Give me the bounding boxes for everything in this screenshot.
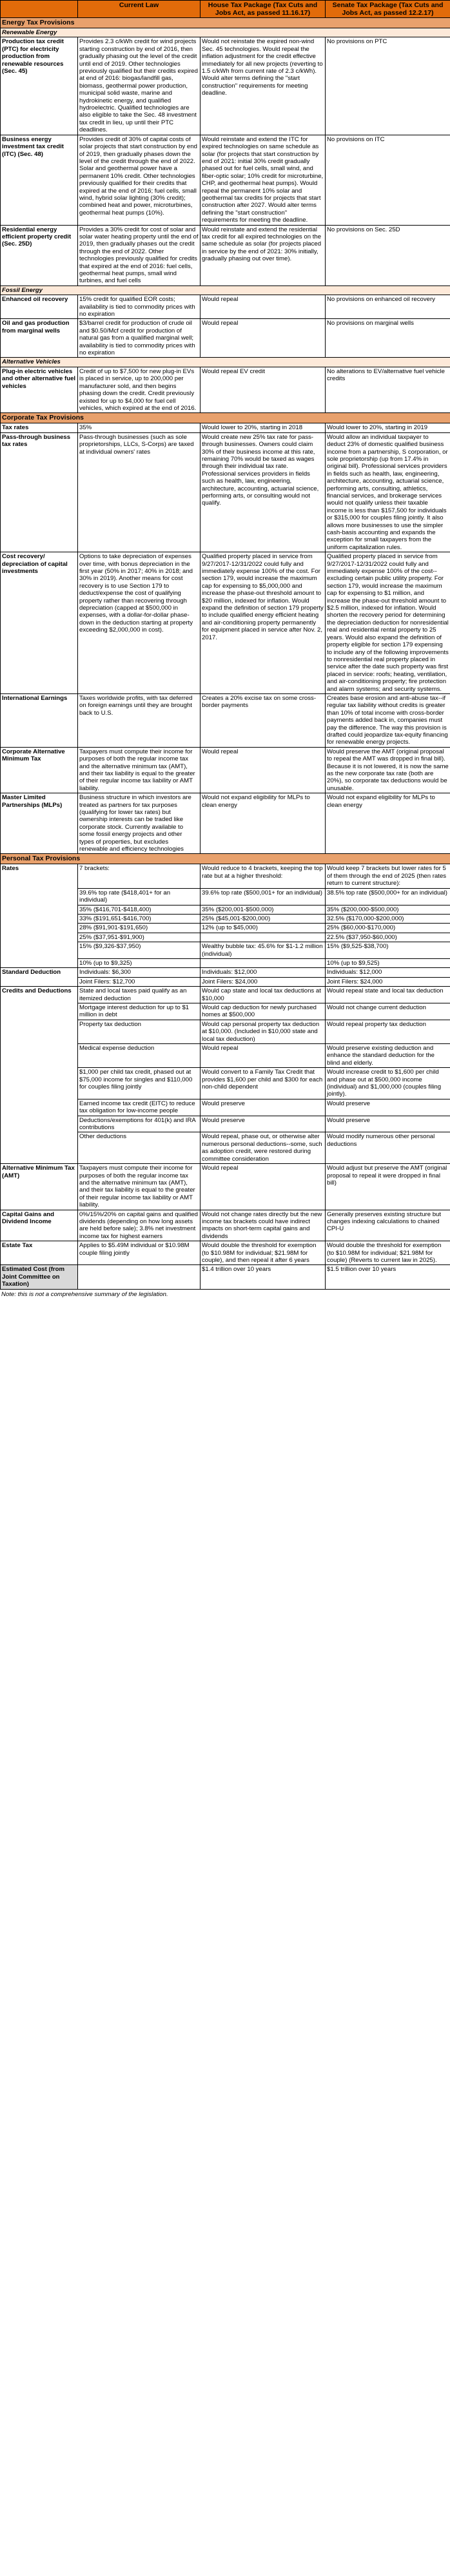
senate-cell: Would repeal state and local tax deduction (326, 987, 450, 1003)
section-personal (1, 854, 450, 864)
row-label: Residential energy efficient property credit (Sec. 25D) (1, 225, 78, 286)
corporate-row (1, 693, 450, 747)
house-cell: Would reinstate and extend the ITC for expired technologies on same schedule as solar (for projects that start construction by end of 2021: initial 30% credit gradually phased out for fuel cells, small wind, and fiber-optic solar; 10% credit for microturbine, CHP, and geothermal heat pumps). Would repeal the permanent 10% solar and geothermal tax credits for projects that start construction after 2027. Would alter terms defining the "start construction" requirements for meeting the deadline. (201, 135, 326, 225)
current-law-cell: Business structure in which investors are treated as partners for tax purposes (qualifying for lower tax rates) but ownership interests can be traded like corporate stock. Currently available to some fossil energy projects and other types of properties, but excludes renewable and efficiency technologies (78, 793, 201, 854)
senate-cell: 25% ($60,000-$170,000) (326, 924, 450, 933)
current-law-cell: Credit of up to $7,500 for new plug-in EVs is placed in service, up to 200,000 per manufacturer sold, and then begins phasing down the credit. Credit previously existed for up to $4,000 for fuel cell vehicles, which expired at the end of 2016. (78, 367, 201, 412)
senate-cell: Would preserve (326, 1116, 450, 1132)
house-cell: Would lower to 20%, starting in 2018 (201, 423, 326, 432)
house-cell: Would repeal (201, 747, 326, 793)
senate-cell: No provisions on enhanced oil recovery (326, 295, 450, 319)
corporate-row (1, 552, 450, 694)
current-law-cell: Provides 2.3 c/kWh credit for wind projects starting construction by end of 2016, then gradually phasing out the level of the credit until end of 2019. Other technologies previously qualified but their credits expired at end of 2016: biogas/landfill gas, biomass, geothermal power production, municipal solid waste, marine and hydrokinetic energy, and qualified hydroelectric. Qualified technologies are also eligible to take the Sec. 48 investment tax credit in lieu, up until their PTC deadlines. (78, 37, 201, 135)
row-label: International Earnings (1, 693, 78, 747)
current-law-cell: Pass-through businesses (such as sole proprietorships, LLCs, S-Corps) are taxed at individual owners' rates (78, 432, 201, 552)
house-cell: Creates a 20% excise tax on some cross-border payments (201, 693, 326, 747)
current-law-cell: Provides a 30% credit for cost of solar and solar water heating property until the end of 2019, then gradually phases out the credit through the end of 2022. Other technologies previously qualified for credits that expired at the end of 2016: fuel cells, geothermal heat pumps, small wind turbines, and fuel cells (78, 225, 201, 286)
section-energy-title: Energy Tax Provisions (1, 18, 450, 28)
energy-row (1, 225, 450, 286)
subsection-0-title: Renewable Energy (1, 28, 450, 37)
house-cell: Would preserve (201, 1099, 326, 1116)
house-cell: Would repeal EV credit (201, 367, 326, 412)
current-law-cell: 35% (78, 423, 201, 432)
corporate-row (1, 747, 450, 793)
senate-cell: Would preserve (326, 1099, 450, 1116)
house-cell: Would not expand eligibility for MLPs to clean energy (201, 793, 326, 854)
row-label: Tax rates (1, 423, 78, 432)
senate-cell: No alterations to EV/alternative fuel vehicle credits (326, 367, 450, 412)
senate-cell: Generally preserves existing structure but changes indexing calculations to chained CPI-U (326, 1210, 450, 1241)
senate-cell: Individuals: $12,000 (326, 968, 450, 977)
personal-row (1, 1164, 450, 1210)
house-cell: Would repeal, phase out, or otherwise alter numerous personal deductions--some, such as adoption credit, were restored during committee consideration (201, 1132, 326, 1164)
senate-cell: No provisions on PTC (326, 37, 450, 135)
energy-row (1, 37, 450, 135)
row-label: Cost recovery/ depreciation of capital investments (1, 552, 78, 694)
estimated-cost-row (1, 1265, 450, 1289)
house-cell: Would repeal (201, 295, 326, 319)
subsection-1-title: Fossil Energy (1, 286, 450, 295)
section-corporate-title: Corporate Tax Provisions (1, 413, 450, 423)
senate-cell: Would allow an individual taxpayer to deduct 23% of domestic qualified business income from a partnership, S corporation, or sole proprietorship (up from 17.4% in original bill). Professional services providers in fields such as health, law, engineering, architecture, accounting, actuarial science, performing arts, consulting, athletics, financial services, and brokerage services would not qualify unless their taxable income is less than $157,500 for individuals or $315,000 for couples filing jointly. It also allows more businesses to use the simpler cash-basis accounting and expands the exception for small taxpayers from the uniform capitalization rules. (326, 432, 450, 552)
row-label: Production tax credit (PTC) for electricity production from renewable resources (Sec. 45) (1, 37, 78, 135)
corporate-row (1, 432, 450, 552)
row-label: Pass-through business tax rates (1, 432, 78, 552)
house-cell: Would preserve (201, 1116, 326, 1132)
house-cell: Would cap deduction for newly purchased homes at $500,000 (201, 1003, 326, 1020)
house-cell: Would not reinstate the expired non-wind Sec. 45 technologies. Would repeal the inflation adjustment for the credit effective immediately for all new projects (reverting to 1.5 c/kWh from current rate of 2.3 c/kWh). Would alter terms defining the "start construction" requirements for meeting deadline. (201, 37, 326, 135)
senate-cell: Would preserve the AMT (original proposal to repeal the AMT was dropped in final bill). Because it is not lowered, it is now the same as the new corporate tax rate (both are 20%), so corporate tax deductions would be unusable. (326, 747, 450, 793)
current-law-cell: Mortgage interest deduction for up to $1 million in debt (78, 1003, 201, 1020)
senate-cell: Qualified property placed in service from 9/27/2017-12/31/2022 could fully and immediately expense 100% of the cost--excluding certain public utility property. For section 179, would increase the maximum cap for expensing to $1 million, and increase the phase-out threshold amount to $2.5 million, indexed for inflation. Would shorten the recovery period for determining the depreciation deduction for nonresidential real and residential rental property to 25 years. Would also expand the definition of property eligible for section 179 expensing to include any of the following improvements to nonresidential real property placed in service after the date such property was first placed in service: roofs; heating, ventilation, and air-conditioning property; fire protection and alarm systems; and security systems. (326, 552, 450, 694)
house-cell: Wealthy bubble tax: 45.6% for $1-1.2 million (individual) (201, 942, 326, 959)
senate-cell: Would lower to 20%, starting in 2019 (326, 423, 450, 432)
senate-cell: 32.5% ($170,000-$200,000) (326, 914, 450, 923)
current-law-cell: Deductions/exemptions for 401(k) and IRA contributions (78, 1116, 201, 1132)
house-cell: Would reduce to 4 brackets, keeping the top rate but at a higher threshold: (201, 864, 326, 888)
house-cell: Would cap state and local tax deductions at $10,000 (201, 987, 326, 1003)
house-cell: Would convert to a Family Tax Credit that provides $1,600 per child and $300 for each non-child dependent (201, 1068, 326, 1099)
subsection-2 (1, 358, 450, 367)
senate-cell: 22.5% ($37,950-$60,000) (326, 933, 450, 942)
house-cell: Would reinstate and extend the residential tax credit for all expired technologies on the same schedule as solar (for projects placed in service by the end of 2021: 30% initially, gradually phasing out over time). (201, 225, 326, 286)
senate-cell: Would repeal property tax deduction (326, 1020, 450, 1043)
row-label: Estimated Cost (from Joint Committee on Taxation) (1, 1265, 78, 1289)
current-law-cell: Other deductions (78, 1132, 201, 1164)
current-law-cell: 33% ($191,651-$416,700) (78, 914, 201, 923)
row-label: Corporate Alternative Minimum Tax (1, 747, 78, 793)
energy-row (1, 295, 450, 319)
row-label: Enhanced oil recovery (1, 295, 78, 319)
standard-deduction-row (1, 968, 450, 977)
rates-row (1, 864, 450, 888)
subsection-0 (1, 28, 450, 37)
current-law-cell: Property tax deduction (78, 1020, 201, 1043)
current-law-cell: $3/barrel credit for production of crude oil and $0.50/Mcf credit for production of natural gas from a qualified marginal well; availability is tied to commodity prices with no expiration (78, 319, 201, 358)
senate-cell: $1.5 trillion over 10 years (326, 1265, 450, 1289)
current-law-cell: 35% ($416,701-$418,400) (78, 905, 201, 914)
house-cell: Would create new 25% tax rate for pass-through businesses. Owners could claim 30% of their business income at this rate, remaining 70% would be taxed as wages through their individual tax rate. Professional services providers in fields such as health, law, engineering, architecture, accounting, actuarial science, performing arts, or consulting would not qualify. (201, 432, 326, 552)
current-law-cell: Provides credit of 30% of capital costs of solar projects that start construction by end of 2019, then gradually phases down the level of the credit through the end of 2022. Solar and geothermal power have a permanent 10% credit. Other technologies previously qualified for their credits that expired at the end of 2016; fuel cells, small wind, hybrid solar lighting (30% credit); combined heat and power, microturbines, geothermal heat pumps (10%). (78, 135, 201, 225)
senate-cell: Would keep 7 brackets but lower rates for 5 of them through the end of 2025 (then rates return to current structure): (326, 864, 450, 888)
current-law-cell: 25% ($37,951-$91,900) (78, 933, 201, 942)
current-law-cell: 15% credit for qualified EOR costs; availability is tied to commodity prices with no expiration (78, 295, 201, 319)
house-cell: Would repeal (201, 319, 326, 358)
senate-cell: Would increase credit to $1,600 per child and phase out at $500,000 income (individual) and $1,000,000 (couples filing jointly). (326, 1068, 450, 1099)
current-law-cell: Earned income tax credit (EITC) to reduce tax obligation for low-income people (78, 1099, 201, 1116)
senate-cell: Creates base erosion and anti-abuse tax--if regular tax liability without credits is greater than 10% of total income with cross-border payments added back in, companies must pay the difference. The way this provision is drafted could jeopardize tax-equity financing for renewable energy projects. (326, 693, 450, 747)
house-cell: 39.6% top rate ($500,001+ for an individual) (201, 888, 326, 905)
senate-cell: Joint Filers: $24,000 (326, 977, 450, 986)
row-label: Master Limited Partnerships (MLPs) (1, 793, 78, 854)
current-law-cell: Options to take depreciation of expenses over time, with bonus depreciation in the first year (50% in 2017; 40% in 2018; and 30% in 2019). Another means for cost recovery is to use Section 179 to deduct/expense the cost of qualifying property rather than recovering through depreciation (capped at $500,000 in expenses, with a dollar-for-dollar phase-down in the deduction starting at property exceeding $2,000,000 in cost). (78, 552, 201, 694)
row-label: Business energy investment tax credit (ITC) (Sec. 48) (1, 135, 78, 225)
current-law-cell: State and local taxes paid qualify as an itemized deduction (78, 987, 201, 1003)
senate-cell: Would not expand eligibility for MLPs to clean energy (326, 793, 450, 854)
house-cell: 12% (up to $45,000) (201, 924, 326, 933)
house-cell: Joint Filers: $24,000 (201, 977, 326, 986)
senate-cell: Would adjust but preserve the AMT (original proposal to repeal it were dropped in final bill) (326, 1164, 450, 1210)
current-law-cell (78, 1265, 201, 1289)
current-law-cell: 15% ($9,326-$37,950) (78, 942, 201, 959)
senate-cell: No provisions on Sec. 25D (326, 225, 450, 286)
house-cell: 25% ($45,001-$200,000) (201, 914, 326, 923)
senate-cell: 35% ($200,000-$500,000) (326, 905, 450, 914)
subsection-1 (1, 286, 450, 295)
current-law-cell: Joint Filers: $12,700 (78, 977, 201, 986)
senate-cell: 10% (up to $9,525) (326, 958, 450, 967)
corporate-row (1, 423, 450, 432)
footnote: Note: this is not a comprehensive summary of the legislation. (1, 1290, 168, 1298)
credits-row (1, 987, 450, 1003)
current-law-cell: 28% ($91,901-$191,650) (78, 924, 201, 933)
senate-cell: Would modify numerous other personal deductions (326, 1132, 450, 1164)
senate-cell: No provisions on marginal wells (326, 319, 450, 358)
row-label: Alternative Minimum Tax (AMT) (1, 1164, 78, 1210)
row-label: Credits and Deductions (1, 987, 78, 1164)
house-cell: Individuals: $12,000 (201, 968, 326, 977)
current-law-cell: 0%/15%/20% on capital gains and qualified dividends (depending on how long assets are held before sale); 3.8% net investment income tax for highest earners (78, 1210, 201, 1241)
personal-row (1, 1241, 450, 1265)
house-cell: Would cap personal property tax deduction at $10,000. (Included in $10,000 state and local tax deduction) (201, 1020, 326, 1043)
header-house-package: House Tax Package (Tax Cuts and Jobs Act, as passed 11.16.17) (201, 1, 326, 18)
row-label: Estate Tax (1, 1241, 78, 1265)
current-law-cell: Taxpayers must compute their income for purposes of both the regular income tax and the alternative minimum tax (AMT), and their tax liability is equal to the greater of their regular income tax liability or AMT liability. (78, 1164, 201, 1210)
section-corporate (1, 413, 450, 423)
subsection-2-title: Alternative Vehicles (1, 358, 450, 367)
house-cell: Would repeal (201, 1164, 326, 1210)
senate-cell: Would preserve existing deduction and enhance the standard deduction for the blind and elderly. (326, 1044, 450, 1068)
comparison-table-body (1, 18, 450, 1290)
header-senate-package: Senate Tax Package (Tax Cuts and Jobs Act, as passed 12.2.17) (326, 1, 450, 18)
section-personal-title: Personal Tax Provisions (1, 854, 450, 864)
current-law-cell: $1,000 per child tax credit, phased out at $75,000 income for singles and $110,000 for couples filing jointly (78, 1068, 201, 1099)
row-label: Standard Deduction (1, 968, 78, 987)
energy-row (1, 135, 450, 225)
row-label: Oil and gas production from marginal wells (1, 319, 78, 358)
house-cell: 35% ($200,001-$500,000) (201, 905, 326, 914)
energy-row (1, 319, 450, 358)
current-law-cell: Medical expense deduction (78, 1044, 201, 1068)
current-law-cell: 10% (up to $9,325) (78, 958, 201, 967)
house-cell: $1.4 trillion over 10 years (201, 1265, 326, 1289)
current-law-cell: Taxes worldwide profits, with tax deferred on foreign earnings until they are brought back to U.S. (78, 693, 201, 747)
senate-cell: Would not change current deduction (326, 1003, 450, 1020)
row-label: Plug-in electric vehicles and other alternative fuel vehicles (1, 367, 78, 412)
house-cell (201, 933, 326, 942)
current-law-cell: 39.6% top rate ($418,401+ for an individual) (78, 888, 201, 905)
energy-row (1, 367, 450, 412)
row-label: Rates (1, 864, 78, 968)
senate-cell: 15% ($9,525-$38,700) (326, 942, 450, 959)
header-current-law: Current Law (78, 1, 201, 18)
row-label: Capital Gains and Dividend Income (1, 1210, 78, 1241)
senate-cell: Would double the threshold for exemption (to $10.98M for individual; $21.98M for couple) (Reverts to current law in 2025). (326, 1241, 450, 1265)
current-law-cell: 7 brackets: (78, 864, 201, 888)
house-cell: Would repeal (201, 1044, 326, 1068)
house-cell: Would double the threshold for exemption (to $10.98M for individual; $21.98M for couple), and then repeal it after 6 years (201, 1241, 326, 1265)
header-blank-cell (1, 1, 78, 18)
personal-row (1, 1210, 450, 1241)
current-law-cell: Applies to $5.49M individual or $10.98M couple filing jointly (78, 1241, 201, 1265)
house-cell (201, 958, 326, 967)
senate-cell: No provisions on ITC (326, 135, 450, 225)
senate-cell: 38.5% top rate ($500,000+ for an individual) (326, 888, 450, 905)
house-cell: Would not change rates directly but the new income tax brackets could have indirect impacts on short-term capital gains and dividends (201, 1210, 326, 1241)
current-law-cell: Taxpayers must compute their income for purposes of both the regular income tax and the alternative minimum tax (AMT), and their tax liability is equal to the greater of their regular income tax liability or AMT liability. (78, 747, 201, 793)
corporate-row (1, 793, 450, 854)
house-cell: Qualified property placed in service from 9/27/2017-12/31/2022 could fully and immediately expense 100% of the cost. For section 179, would increase the maximum cap for expensing to $5,000,000 and increase the phase-out threshold amount to $20 million, indexed for inflation. Would expand the definition of section 179 property to include qualified energy efficient heating and air-conditioning property permanently for equipment placed in service after Nov. 2, 2017. (201, 552, 326, 694)
section-energy (1, 18, 450, 28)
header-row (1, 1, 450, 18)
current-law-cell: Individuals: $6,300 (78, 968, 201, 977)
